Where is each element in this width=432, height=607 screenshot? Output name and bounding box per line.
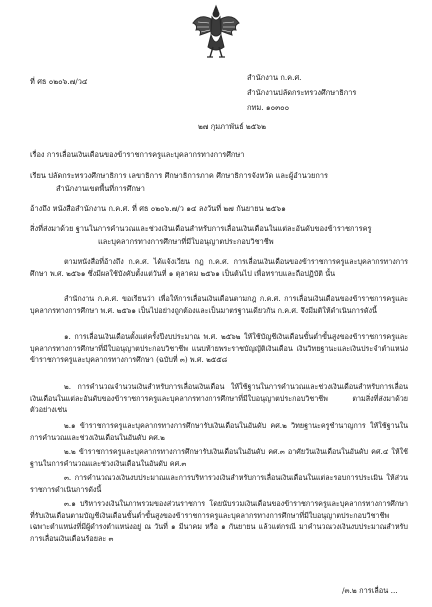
continuation-marker: /๓.๒ การเลื่อน ... — [342, 586, 398, 595]
item-3: ๓. การคำนวณวงเงินงบประมาณและการบริหารวงเงินสำหรับการเลื่อนเงินเดือนในแต่ละรอบการประเมิน ให้ส่วนราชการดำเนินการดังนี้ — [30, 473, 408, 494]
subject-line: เรื่อง การเลื่อนเงินเดือนของข้าราชการครูและบุคลากรทางการศึกษา — [30, 150, 245, 159]
body-paragraph-2: สำนักงาน ก.ค.ศ. ขอเรียนว่า เพื่อให้การเลื่อนเงินเดือนตามกฎ ก.ค.ศ. การเลื่อนเงินเดือนของข้าราชการครูและบุคลากรทางการศึกษา พ.ศ. ๒๕๖๑ เป็นไปอย่างถูกต้องและเป็นมาตรฐานเดียวกัน ก.ค.ศ. จึงมีมติให้ดำเนินการดังนี้ — [30, 294, 408, 315]
item-3-1: ๓.๑ บริหารวงเงินในภาพรวมของส่วนราชการ โดยนับรวมเงินเดือนของข้าราชการครูและบุคลากรทางการศึกษา ที่รับเงินเดือนตามบัญชีเงินเดือนขั้นต่ำขั้นสูงของข้าราชการครูและบุคลากรทางการศึกษาที่มีใบอนุญาตประกอบวิชาชีพ เฉพาะตำแหน่งที่มีผู้ดำรงตำแหน่งอยู่ ณ วันที่ ๑ มีนาคม หรือ ๑ กันยายน แล้วแต่กรณี มาคำนวณวงเงินงบประมาณสำหรับการเลื่อนเงินเดือนร้อยละ ๓ — [30, 499, 408, 543]
garuda-emblem-icon — [190, 3, 242, 63]
body-paragraph-1: ตามหนังสือที่อ้างถึง ก.ค.ศ. ได้แจ้งเวียน กฎ ก.ค.ศ. การเลื่อนเงินเดือนของข้าราชการครูและบุคลากรทางการศึกษา พ.ศ. ๒๕๖๑ ซึ่งมีผลใช้บังคับตั้งแต่วันที่ ๑ ตุลาคม ๒๕๖๑ เป็นต้นไป เพื่อทราบและถือปฏิบัติ นั้น — [30, 257, 408, 278]
sender-office: สำนักงาน ก.ค.ศ. — [247, 73, 302, 82]
item-1: ๑. การเลื่อนเงินเดือนตั้งแต่ครั้งปีงบประมาณ พ.ศ. ๒๕๖๒ ให้ใช้บัญชีเงินเดือนขั้นต่ำขั้นสูงของข้าราชการครูและบุคลากรทางการศึกษาที่มีใบอนุญาตประกอบวิชาชีพ แนบท้ายพระราชบัญญัติเงินเดือน เงินวิทยฐานะและเงินประจำตำแหน่งข้าราชการครูและบุคลากรทางการศึกษา (ฉบับที่ ๓) พ.ศ. ๒๕๕๘ — [30, 332, 408, 365]
item-2: ๒. การคำนวณจำนวนเงินสำหรับการเลื่อนเงินเดือน ให้ใช้ฐานในการคำนวณและช่วงเงินเดือนสำหรับการเลื่อนเงินเดือนในแต่ละอันดับของข้าราชการครูและบุคลากรทางการศึกษาที่มีใบอนุญาตประกอบวิชาชีพ ตามสิ่งที่ส่งมาด้วย ตัวอย่างเช่น — [30, 382, 408, 415]
enclosure-line-1: สิ่งที่ส่งมาด้วย ฐานในการคำนวณและช่วงเงินเดือนสำหรับการเลื่อนเงินเดือนในแต่ละอันดับของข้าราชการครู — [30, 224, 372, 233]
sender-address: กทม. ๑๐๓๐๐ — [247, 103, 290, 112]
item-2-1: ๒.๑ ข้าราชการครูและบุคลากรทางการศึกษารับเงินเดือนในอันดับ คศ.๒ วิทยฐานะครูชำนาญการ ให้ใช้ฐานในการคำนวณและช่วงเงินเดือนในอันดับ คศ.๒ — [30, 421, 408, 442]
enclosure-line-2: และบุคลากรทางการศึกษาที่มีใบอนุญาตประกอบวิชาชีพ — [98, 237, 274, 246]
letter-date: ๒๗ กุมภาพันธ์ ๒๕๖๒ — [198, 122, 266, 131]
recipient-line-1: เรียน ปลัดกระทรวงศึกษาธิการ เลขาธิการ ศึกษาธิการภาค ศึกษาธิการจังหวัด และผู้อำนวยการ — [30, 171, 328, 180]
reference-line: อ้างถึง หนังสือสำนักงาน ก.ค.ศ. ที่ ศธ ๐๒๐๖.๗/ว ๑๔ ลงวันที่ ๒๗ กันยายน ๒๕๖๑ — [30, 204, 286, 213]
document-number: ที่ ศธ ๐๒๐๖.๗/ว๔ — [30, 77, 88, 86]
recipient-line-2: สำนักงานเขตพื้นที่การศึกษา — [56, 184, 145, 193]
sender-ministry: สำนักงานปลัดกระทรวงศึกษาธิการ — [247, 88, 357, 97]
item-2-2: ๒.๒ ข้าราชการครูและบุคลากรทางการศึกษารับเงินเดือนในอันดับ คศ.๓ อาศัยวันเงินเดือนในอันดับ คศ.๔ ให้ใช้ฐานในการคำนวณและช่วงเงินเดือนในอันดับ คศ.๓ — [30, 447, 408, 468]
